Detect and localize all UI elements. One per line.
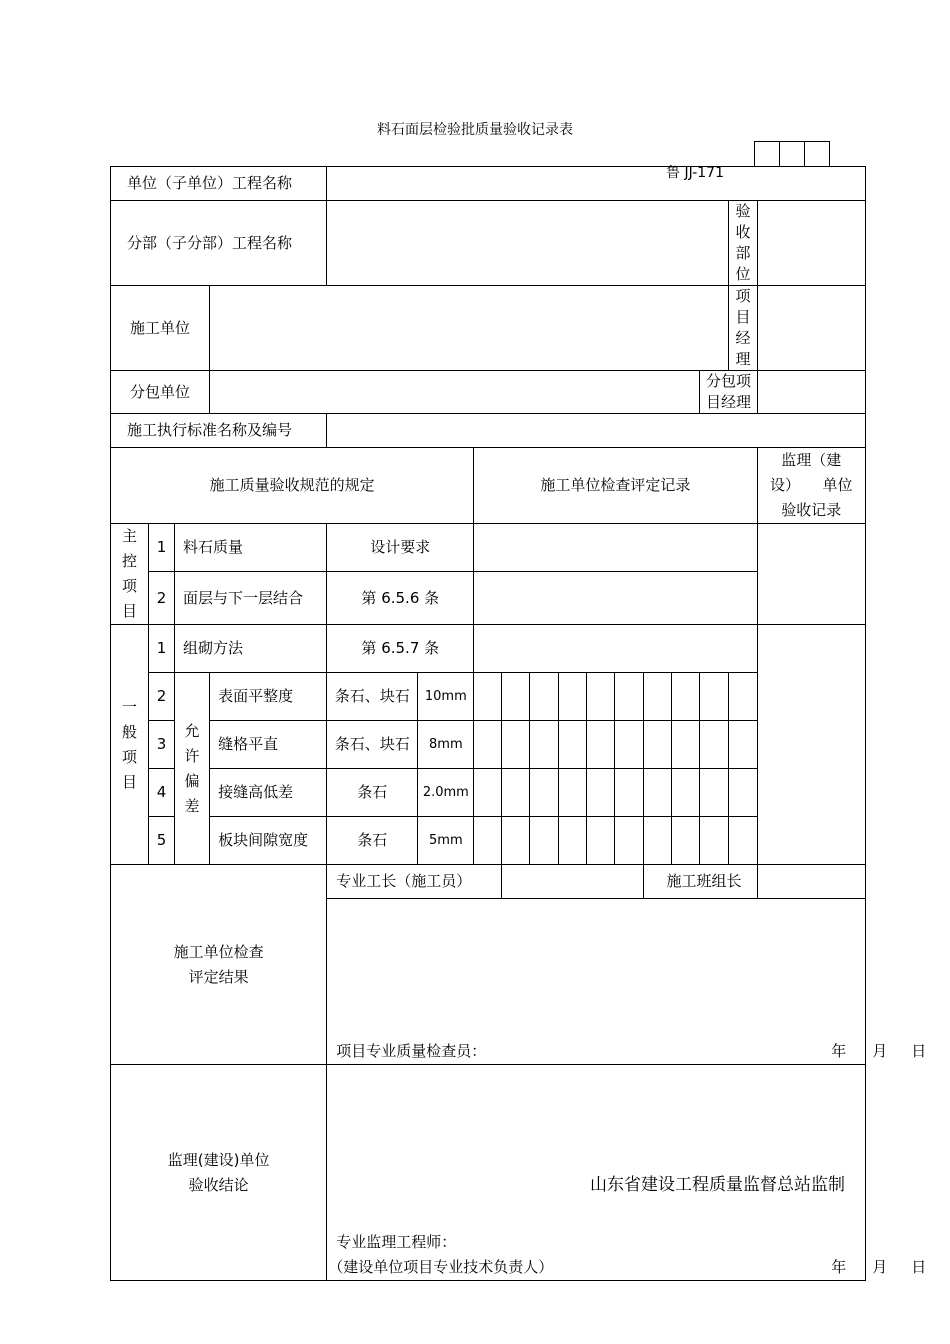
measure-cell[interactable] (615, 721, 644, 769)
measure-cell[interactable] (587, 721, 615, 769)
item-name: 组砌方法 (175, 625, 327, 673)
measure-cell[interactable] (700, 769, 729, 817)
owner-label: （建设单位项目专业技术负责人） (328, 1258, 554, 1276)
month-label: 月 (872, 1258, 888, 1276)
construction-unit-label: 施工单位 (111, 286, 210, 371)
measure-cell[interactable] (587, 769, 615, 817)
main-control-label: 主 控 项 目 (111, 524, 149, 625)
measure-cell[interactable] (644, 673, 672, 721)
unit-project-label: 单位（子单位）工程名称 (111, 167, 327, 201)
code-box[interactable] (780, 142, 805, 167)
item-material: 条石、块石 (327, 673, 418, 721)
code-box[interactable] (805, 142, 830, 167)
measure-cell[interactable] (729, 673, 757, 721)
item-tolerance: 10mm (418, 673, 474, 721)
measure-cell[interactable] (530, 721, 559, 769)
page-title: 料石面层检验批质量验收记录表 (377, 122, 573, 138)
sub-project-label: 分部（子分部）工程名称 (111, 201, 327, 286)
supervision-record-field[interactable] (757, 625, 866, 865)
measure-cell[interactable] (729, 769, 757, 817)
measure-cell[interactable] (644, 769, 672, 817)
measure-cell[interactable] (559, 817, 587, 865)
measure-cell[interactable] (672, 817, 700, 865)
measure-cell[interactable] (644, 817, 672, 865)
measure-cell[interactable] (559, 769, 587, 817)
item-name: 板块间隙宽度 (210, 817, 327, 865)
construction-record-header: 施工单位检查评定记录 (474, 448, 757, 524)
engineer-label: 专业监理工程师： (336, 1233, 457, 1251)
item-material: 条石、块石 (327, 721, 418, 769)
measure-cell[interactable] (559, 721, 587, 769)
item-requirement: 设计要求 (327, 524, 474, 572)
item-no: 5 (149, 817, 175, 865)
supervision-record-header (757, 448, 866, 524)
general-label: 一 般 项 目 (111, 625, 149, 865)
tolerance-label: 允 许 偏 差 (175, 673, 210, 865)
measure-cell[interactable] (700, 673, 729, 721)
measure-cell[interactable] (615, 817, 644, 865)
item-material: 条石 (327, 769, 418, 817)
item-requirement: 第 6.5.6 条 (327, 572, 474, 625)
item-name: 接缝高低差 (210, 769, 327, 817)
sub-project-field[interactable] (327, 201, 729, 286)
item-no: 1 (149, 625, 175, 673)
month-label: 月 (872, 1042, 888, 1060)
item-no: 4 (149, 769, 175, 817)
supervision-record-field[interactable] (757, 524, 866, 625)
measure-cell[interactable] (615, 769, 644, 817)
item-material: 条石 (327, 817, 418, 865)
foreman-label: 专业工长（施工员） (327, 865, 502, 899)
item-name: 表面平整度 (210, 673, 327, 721)
standard-field[interactable] (327, 414, 866, 448)
measure-cell[interactable] (672, 673, 700, 721)
measure-cell[interactable] (672, 769, 700, 817)
supervision-header-line1: 监理（建 (781, 451, 842, 469)
code-boxes (754, 141, 830, 167)
supervision-header-line3: 验收记录 (781, 501, 842, 519)
code-box[interactable] (755, 142, 780, 167)
spec-column-header: 施工质量验收规范的规定 (111, 448, 474, 524)
unit-project-field[interactable] (327, 167, 866, 201)
measure-cell[interactable] (615, 673, 644, 721)
measure-cell[interactable] (474, 673, 502, 721)
construction-result-label: 施工单位检查 评定结果 (111, 865, 327, 1065)
item-no: 2 (149, 673, 175, 721)
record-field[interactable] (474, 625, 757, 673)
item-no: 1 (149, 524, 175, 572)
measure-cell[interactable] (672, 721, 700, 769)
form-code: 鲁 JJ-171 (666, 165, 724, 181)
measure-cell[interactable] (700, 817, 729, 865)
acceptance-part-label: 验收部位 (729, 201, 757, 286)
subcontract-unit-field[interactable] (210, 371, 700, 414)
measure-cell[interactable] (474, 721, 502, 769)
measure-cell[interactable] (530, 769, 559, 817)
acceptance-part-field[interactable] (757, 201, 866, 286)
measure-cell[interactable] (502, 673, 530, 721)
construction-unit-field[interactable] (210, 286, 729, 371)
acceptance-form (110, 166, 927, 1281)
year-label: 年 (831, 1042, 847, 1060)
supervision-result-label: 监理(建设)单位 验收结论 (111, 1065, 327, 1281)
measure-cell[interactable] (474, 769, 502, 817)
item-name: 料石质量 (175, 524, 327, 572)
measure-cell[interactable] (530, 673, 559, 721)
standard-label: 施工执行标准名称及编号 (111, 414, 327, 448)
item-tolerance: 2.0mm (418, 769, 474, 817)
item-name: 缝格平直 (210, 721, 327, 769)
item-no: 2 (149, 572, 175, 625)
item-no: 3 (149, 721, 175, 769)
item-name: 面层与下一层结合 (175, 572, 327, 625)
measure-cell[interactable] (502, 817, 530, 865)
project-manager-field[interactable] (757, 286, 866, 371)
measure-cell[interactable] (502, 769, 530, 817)
day-label: 日 (911, 1258, 927, 1276)
item-requirement: 第 6.5.7 条 (327, 625, 474, 673)
measure-cell[interactable] (644, 721, 672, 769)
footer-issuer: 山东省建设工程质量监督总站监制 (590, 1175, 845, 1195)
team-leader-field[interactable] (757, 865, 866, 899)
project-manager-label: 项目经理 (729, 286, 757, 371)
record-field[interactable] (474, 572, 757, 625)
measure-cell[interactable] (729, 721, 757, 769)
measure-cell[interactable] (587, 673, 615, 721)
foreman-field[interactable] (502, 865, 644, 899)
record-field[interactable] (474, 524, 757, 572)
day-label: 日 (911, 1042, 927, 1060)
measure-cell[interactable] (474, 817, 502, 865)
team-leader-label: 施工班组长 (644, 865, 757, 899)
subcontract-manager-label: 分包项目经理 (700, 371, 757, 414)
subcontract-manager-field[interactable] (757, 371, 866, 414)
measure-cell[interactable] (502, 721, 530, 769)
measure-cell[interactable] (559, 673, 587, 721)
item-tolerance: 8mm (418, 721, 474, 769)
construction-result-area[interactable] (327, 899, 927, 1065)
measure-cell[interactable] (530, 817, 559, 865)
measure-cell[interactable] (729, 817, 757, 865)
year-label: 年 (831, 1258, 847, 1276)
item-tolerance: 5mm (418, 817, 474, 865)
inspector-label: 项目专业质量检查员： (336, 1042, 487, 1060)
measure-cell[interactable] (700, 721, 729, 769)
supervision-header-line2: 设） 单位 (769, 476, 853, 494)
measure-cell[interactable] (587, 817, 615, 865)
subcontract-unit-label: 分包单位 (111, 371, 210, 414)
